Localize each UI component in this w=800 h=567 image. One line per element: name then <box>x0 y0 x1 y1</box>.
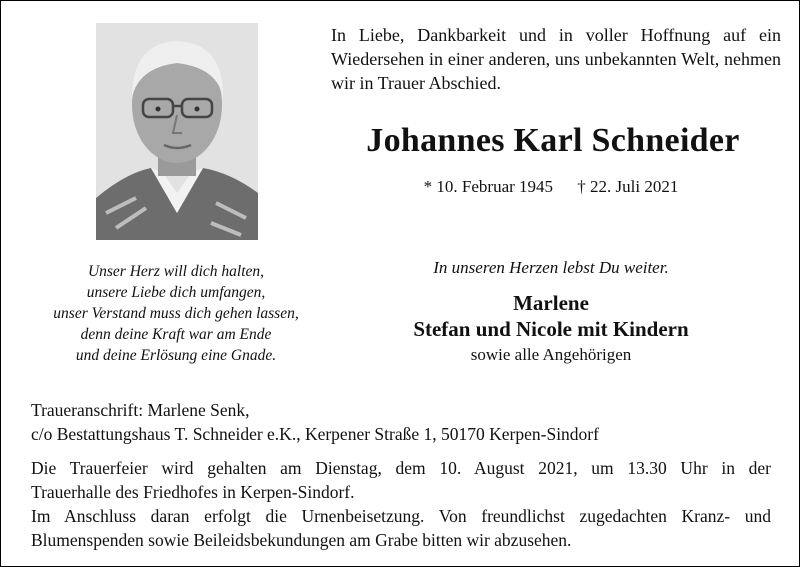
death-date: † 22. Juli 2021 <box>577 177 679 196</box>
address-line-2: c/o Bestattungshaus T. Schneider e.K., Kerpener Straße 1, 50170 Kerpen-Sindorf <box>31 424 599 444</box>
family-line-2: Stefan und Nicole mit Kindern <box>413 317 689 341</box>
ceremony-line: Im Anschluss daran erfolgt die Urnenbeisetzung. Von freundlichst zugedachten Kranz- und <box>31 506 771 526</box>
poem-line: denn deine Kraft war am Ende <box>80 326 272 343</box>
portrait-photo <box>96 23 258 240</box>
mourning-address <box>31 398 771 446</box>
deceased-name: Johannes Karl Schneider <box>366 122 740 159</box>
motto: In unseren Herzen lebst Du weiter. <box>433 258 669 277</box>
poem-line: Unser Herz will dich halten, <box>87 263 265 280</box>
address-line-1: Traueranschrift: Marlene Senk, <box>31 400 250 420</box>
poem-line: unsere Liebe dich umfangen, <box>86 284 266 301</box>
ceremony-info <box>31 456 771 552</box>
relatives-line: sowie alle Angehörigen <box>470 345 632 364</box>
intro-text: In Liebe, Dankbarkeit und in voller Hoffnung auf ein Wiedersehen in einer anderen, uns unbekannten Welt, nehmen wir in Trauer Abschied. <box>331 25 781 93</box>
family-names <box>361 290 741 342</box>
ceremony-line: Trauerhalle des Friedhofes in Kerpen-Sindorf. <box>31 482 355 502</box>
life-dates <box>381 176 721 198</box>
ceremony-line: Die Trauerfeier wird gehalten am Dienstag, dem 10. August 2021, um 13.30 Uhr in der <box>31 458 771 478</box>
family-line-1: Marlene <box>513 291 589 315</box>
poem-line: unser Verstand muss dich gehen lassen, <box>53 305 299 322</box>
ceremony-line: Blumenspenden sowie Beileidsbekundungen am Grabe bitten wir abzusehen. <box>31 530 572 550</box>
poem <box>21 261 331 366</box>
portrait-illustration <box>96 23 258 240</box>
birth-date: * 10. Februar 1945 <box>423 177 554 196</box>
poem-line: und deine Erlösung eine Gnade. <box>75 347 277 364</box>
